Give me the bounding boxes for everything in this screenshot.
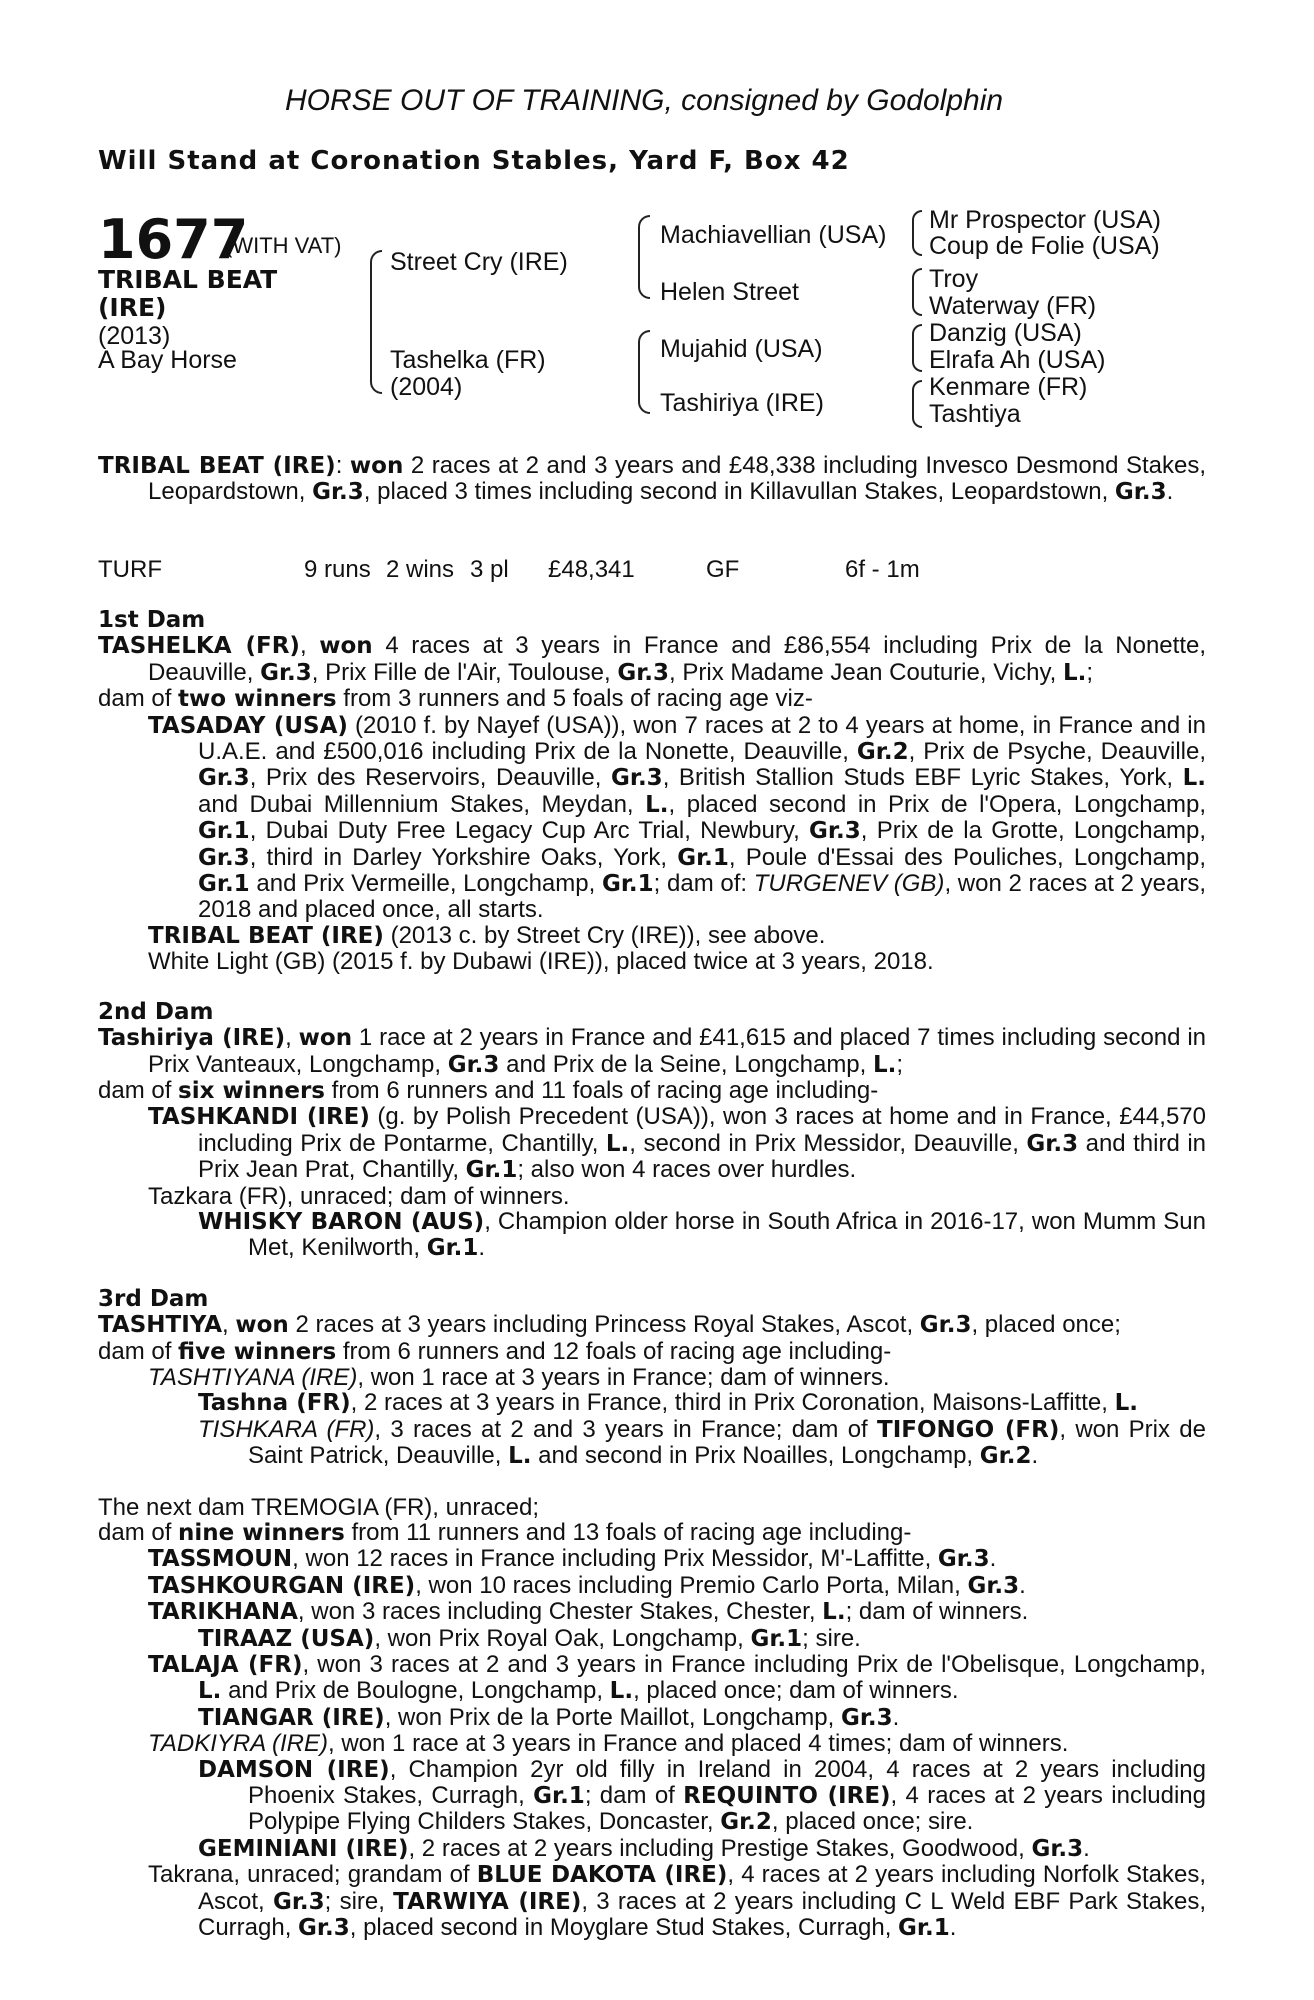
produce-tassmoun: TASSMOUN, won 12 races in France including Prix Messidor, M'-Laffitte, Gr.3. <box>148 1545 997 1573</box>
produce-tribal-beat: TRIBAL BEAT (IRE) (2013 c. by Street Cry (IRE)), see above. <box>148 921 826 949</box>
produce-tadkiyra: TADKIYRA (IRE), won 1 race at 3 years in France and placed 4 times; dam of winners. <box>148 1730 1069 1758</box>
dam-line-bracket <box>638 330 650 414</box>
ancestor-4: Waterway (FR) <box>929 292 1097 320</box>
produce-tiangar: TIANGAR (IRE), won Prix de la Porte Maillot, Longchamp, Gr.3. <box>198 1703 900 1731</box>
going: GF <box>706 556 740 583</box>
catalogue-body <box>98 608 1206 1942</box>
page-title: HORSE OUT OF TRAINING, consigned by Godolphin <box>285 84 1004 117</box>
distance: 6f - 1m <box>845 556 920 583</box>
granddam-dam: Tashiriya (IRE) <box>660 389 824 417</box>
produce-whisky-baron: WHISKY BARON (AUS), Champion older horse in South Africa in 2016-17, won Mumm Sun Met, Kenilworth, Gr.1. <box>198 1207 1207 1262</box>
lot-number: 1677 <box>98 208 249 271</box>
dam-year: (2004) <box>390 373 463 401</box>
dam3-produce-intro: dam of five winners from 6 runners and 12 foals of racing age including- <box>98 1337 892 1365</box>
earnings: £48,341 <box>548 556 635 583</box>
produce-damson: DAMSON (IRE), Champion 2yr old filly in Ireland in 2004, 4 races at 2 years including Phoenix Stakes, Curragh, Gr.1; dam of REQUINTO (IRE), 4 races at 2 years including Polypipe Flying Childers Stakes, Doncaster, Gr.2, placed once; sire. <box>198 1755 1207 1836</box>
produce-tazkara: Tazkara (FR), unraced; dam of winners. <box>148 1182 570 1210</box>
dam3-entry: TASHTIYA, won 2 races at 3 years including Princess Royal Stakes, Ascot, Gr.3, placed once; <box>98 1311 1121 1339</box>
sire-dam-bracket <box>370 250 382 394</box>
vat-note: (WITH VAT) <box>225 233 342 258</box>
dam2-entry: Tashiriya (IRE), won 1 race at 2 years in France and £41,615 and placed 7 times including second in Prix Vanteaux, Longchamp, Gr.3 and Prix de la Seine, Longchamp, L.; <box>98 1024 1207 1078</box>
sire-line-bracket <box>638 215 650 299</box>
produce-tasaday: TASADAY (USA) (2010 f. by Nayef (USA)), won 7 races at 2 to 4 years at home, in France and in U.A.E. and £500,016 including Prix de la Nonette, Deauville, Gr.2, Prix de Psyche, Deauville, Gr.3, Prix des Reservoirs, Deauville, Gr.3, British Stallion Studs EBF Lyric Stakes, York, L. and Dubai Millennium Stakes, Meydan, L., placed second in Prix de l'Opera, Longchamp, Gr.1, Dubai Duty Free Legacy Cup Arc Trial, Newbury, Gr.3, Prix de la Grotte, Longchamp, Gr.3, third in Darley Yorkshire Oaks, York, Gr.1, Poule d'Essai des Pouliches, Longchamp, Gr.1 and Prix Vermeille, Longchamp, Gr.1; dam of: TURGENEV (GB), won 2 races at 2 years, 2018 and placed once, all starts. <box>148 711 1207 924</box>
produce-tarikhana: TARIKHANA, won 3 races including Chester Stakes, Chester, L.; dam of winners. <box>148 1598 1029 1626</box>
produce-tashtiyana: TASHTIYANA (IRE), won 1 race at 3 years in France; dam of winners. <box>148 1363 890 1391</box>
produce-tishkara: TISHKARA (FR), 3 races at 2 and 3 years in France; dam of TIFONGO (FR), won Prix de Saint Patrick, Deauville, L. and second in Prix Noailles, Longchamp, Gr.2. <box>198 1415 1206 1470</box>
ancestor-7: Kenmare (FR) <box>929 373 1088 401</box>
horse-name: TRIBAL BEAT <box>98 265 278 294</box>
horse-origin: (IRE) <box>98 293 167 322</box>
ancestor-3: Troy <box>929 265 979 293</box>
produce-talaja: TALAJA (FR), won 3 races at 2 and 3 years in France including Prix de l'Obelisque, Longchamp, L. and Prix de Boulogne, Longchamp, L., placed once; dam of winners. <box>148 1651 1206 1705</box>
produce-tiraaz: TIRAAZ (USA), won Prix Royal Oak, Longchamp, Gr.1; sire. <box>198 1624 861 1652</box>
dam1-produce-intro: dam of two winners from 3 runners and 5 foals of racing age viz- <box>98 685 813 713</box>
dam1-entry: TASHELKA (FR), won 4 races at 3 years in France and £86,554 including Prix de la Nonette, Deauville, Gr.3, Prix Fille de l'Air, Toulouse, Gr.3, Prix Madame Jean Couturie, Vichy, L.; <box>98 632 1206 686</box>
wins: 2 wins <box>386 556 455 583</box>
horse-summary: TRIBAL BEAT (IRE): won 2 races at 2 and 3 years and £48,338 including Invesco Desmond Stakes, Leopardstown, Gr.3, placed 3 times including second in Killavullan Stakes, Leopardstown, Gr.3. <box>98 452 1207 506</box>
grandsire-sire: Machiavellian (USA) <box>660 221 887 249</box>
horse-description: A Bay Horse <box>98 346 237 374</box>
ancestor-6: Elrafa Ah (USA) <box>929 346 1106 374</box>
stand-location: Will Stand at Coronation Stables, Yard F, Box 42 <box>98 146 850 176</box>
dam2-produce-intro: dam of six winners from 6 runners and 11 foals of racing age including- <box>98 1076 879 1104</box>
ancestor-8: Tashtiya <box>929 400 1021 428</box>
ancestor-5: Danzig (USA) <box>929 319 1082 347</box>
produce-tashkandi: TASHKANDI (IRE) (g. by Polish Precedent (USA)), won 3 races at home and in France, £44,570 including Prix de Pontarme, Chantilly, L., second in Prix Messidor, Deauville, Gr.3 and third in Prix Jean Prat, Chantilly, Gr.1; also won 4 races over hurdles. <box>148 1103 1207 1184</box>
runs: 9 runs <box>304 556 371 583</box>
ancestor-2: Coup de Folie (USA) <box>929 232 1160 260</box>
surface: TURF <box>98 556 162 583</box>
placed: 3 pl <box>470 556 509 583</box>
produce-tashna: Tashna (FR), 2 races at 3 years in France, third in Prix Coronation, Maisons-Laffitte, L. <box>198 1389 1138 1417</box>
produce-takrana: Takrana, unraced; grandam of BLUE DAKOTA (IRE), 4 races at 2 years including Norfolk Stakes, Ascot, Gr.3; sire, TARWIYA (IRE), 3 races at 2 years including C L Weld EBF Park Stakes, Curragh, Gr.3, placed second in Moyglare Stud Stakes, Curragh, Gr.1. <box>148 1861 1207 1942</box>
bracket-tashiriya <box>912 380 922 428</box>
granddam-sire: Helen Street <box>660 278 799 306</box>
section-3rd-dam: 3rd Dam <box>98 1285 209 1312</box>
sire-name: Street Cry (IRE) <box>390 248 568 276</box>
produce-geminiani: GEMINIANI (IRE), 2 races at 2 years including Prestige Stakes, Goodwood, Gr.3. <box>198 1834 1090 1862</box>
grandsire-dam: Mujahid (USA) <box>660 335 823 363</box>
bracket-mujahid <box>912 324 922 372</box>
bracket-helen-street <box>912 268 922 316</box>
section-2nd-dam: 2nd Dam <box>98 998 214 1025</box>
produce-tashkourgan: TASHKOURGAN (IRE), won 10 races including Premio Carlo Porta, Milan, Gr.3. <box>148 1571 1026 1599</box>
next-dam: The next dam TREMOGIA (FR), unraced; <box>98 1493 540 1521</box>
section-1st-dam: 1st Dam <box>98 607 206 633</box>
produce-white-light: White Light (GB) (2015 f. by Dubawi (IRE)), placed twice at 3 years, 2018. <box>148 948 934 976</box>
next-dam-produce-intro: dam of nine winners from 11 runners and 13 foals of racing age including- <box>98 1519 912 1546</box>
dam-name: Tashelka (FR) <box>390 346 546 374</box>
bracket-machiavellian <box>912 210 922 256</box>
foaling-year: (2013) <box>98 322 171 350</box>
ancestor-1: Mr Prospector (USA) <box>929 206 1161 234</box>
